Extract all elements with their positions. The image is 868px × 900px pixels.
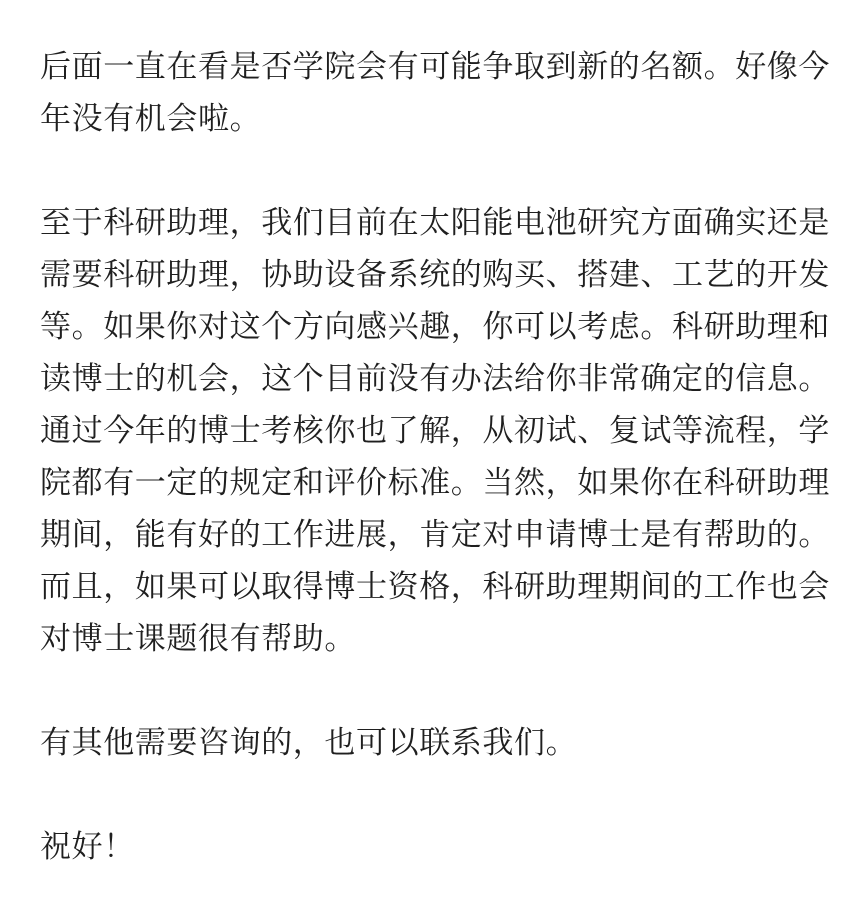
- paragraph-contact: 有其他需要咨询的，也可以联系我们。: [40, 725, 578, 761]
- paragraph-closing: 祝好！: [40, 829, 135, 865]
- paragraph-research-assistant: 至于科研助理，我们目前在太阳能电池研究方面确实还是需要科研助理，协助设备系统的购买、搭建、工艺的开发等。如果你对这个方向感兴趣，你可以考虑。科研助理和读博士的机会，这个目前没有办法给你非常确定的信息。通过今年的博士考核你也了解，从初试、复试等流程，学院都有一定的规定和评价标准。当然，如果你在科研助理期间，能有好的工作进展，肯定对申请博士是有帮助的。而且，如果可以取得博士资格，科研助理期间的工作也会对博士课题很有帮助。: [40, 205, 830, 657]
- paragraph-quota-update: 后面一直在看是否学院会有可能争取到新的名额。好像今年没有机会啦。: [40, 49, 830, 137]
